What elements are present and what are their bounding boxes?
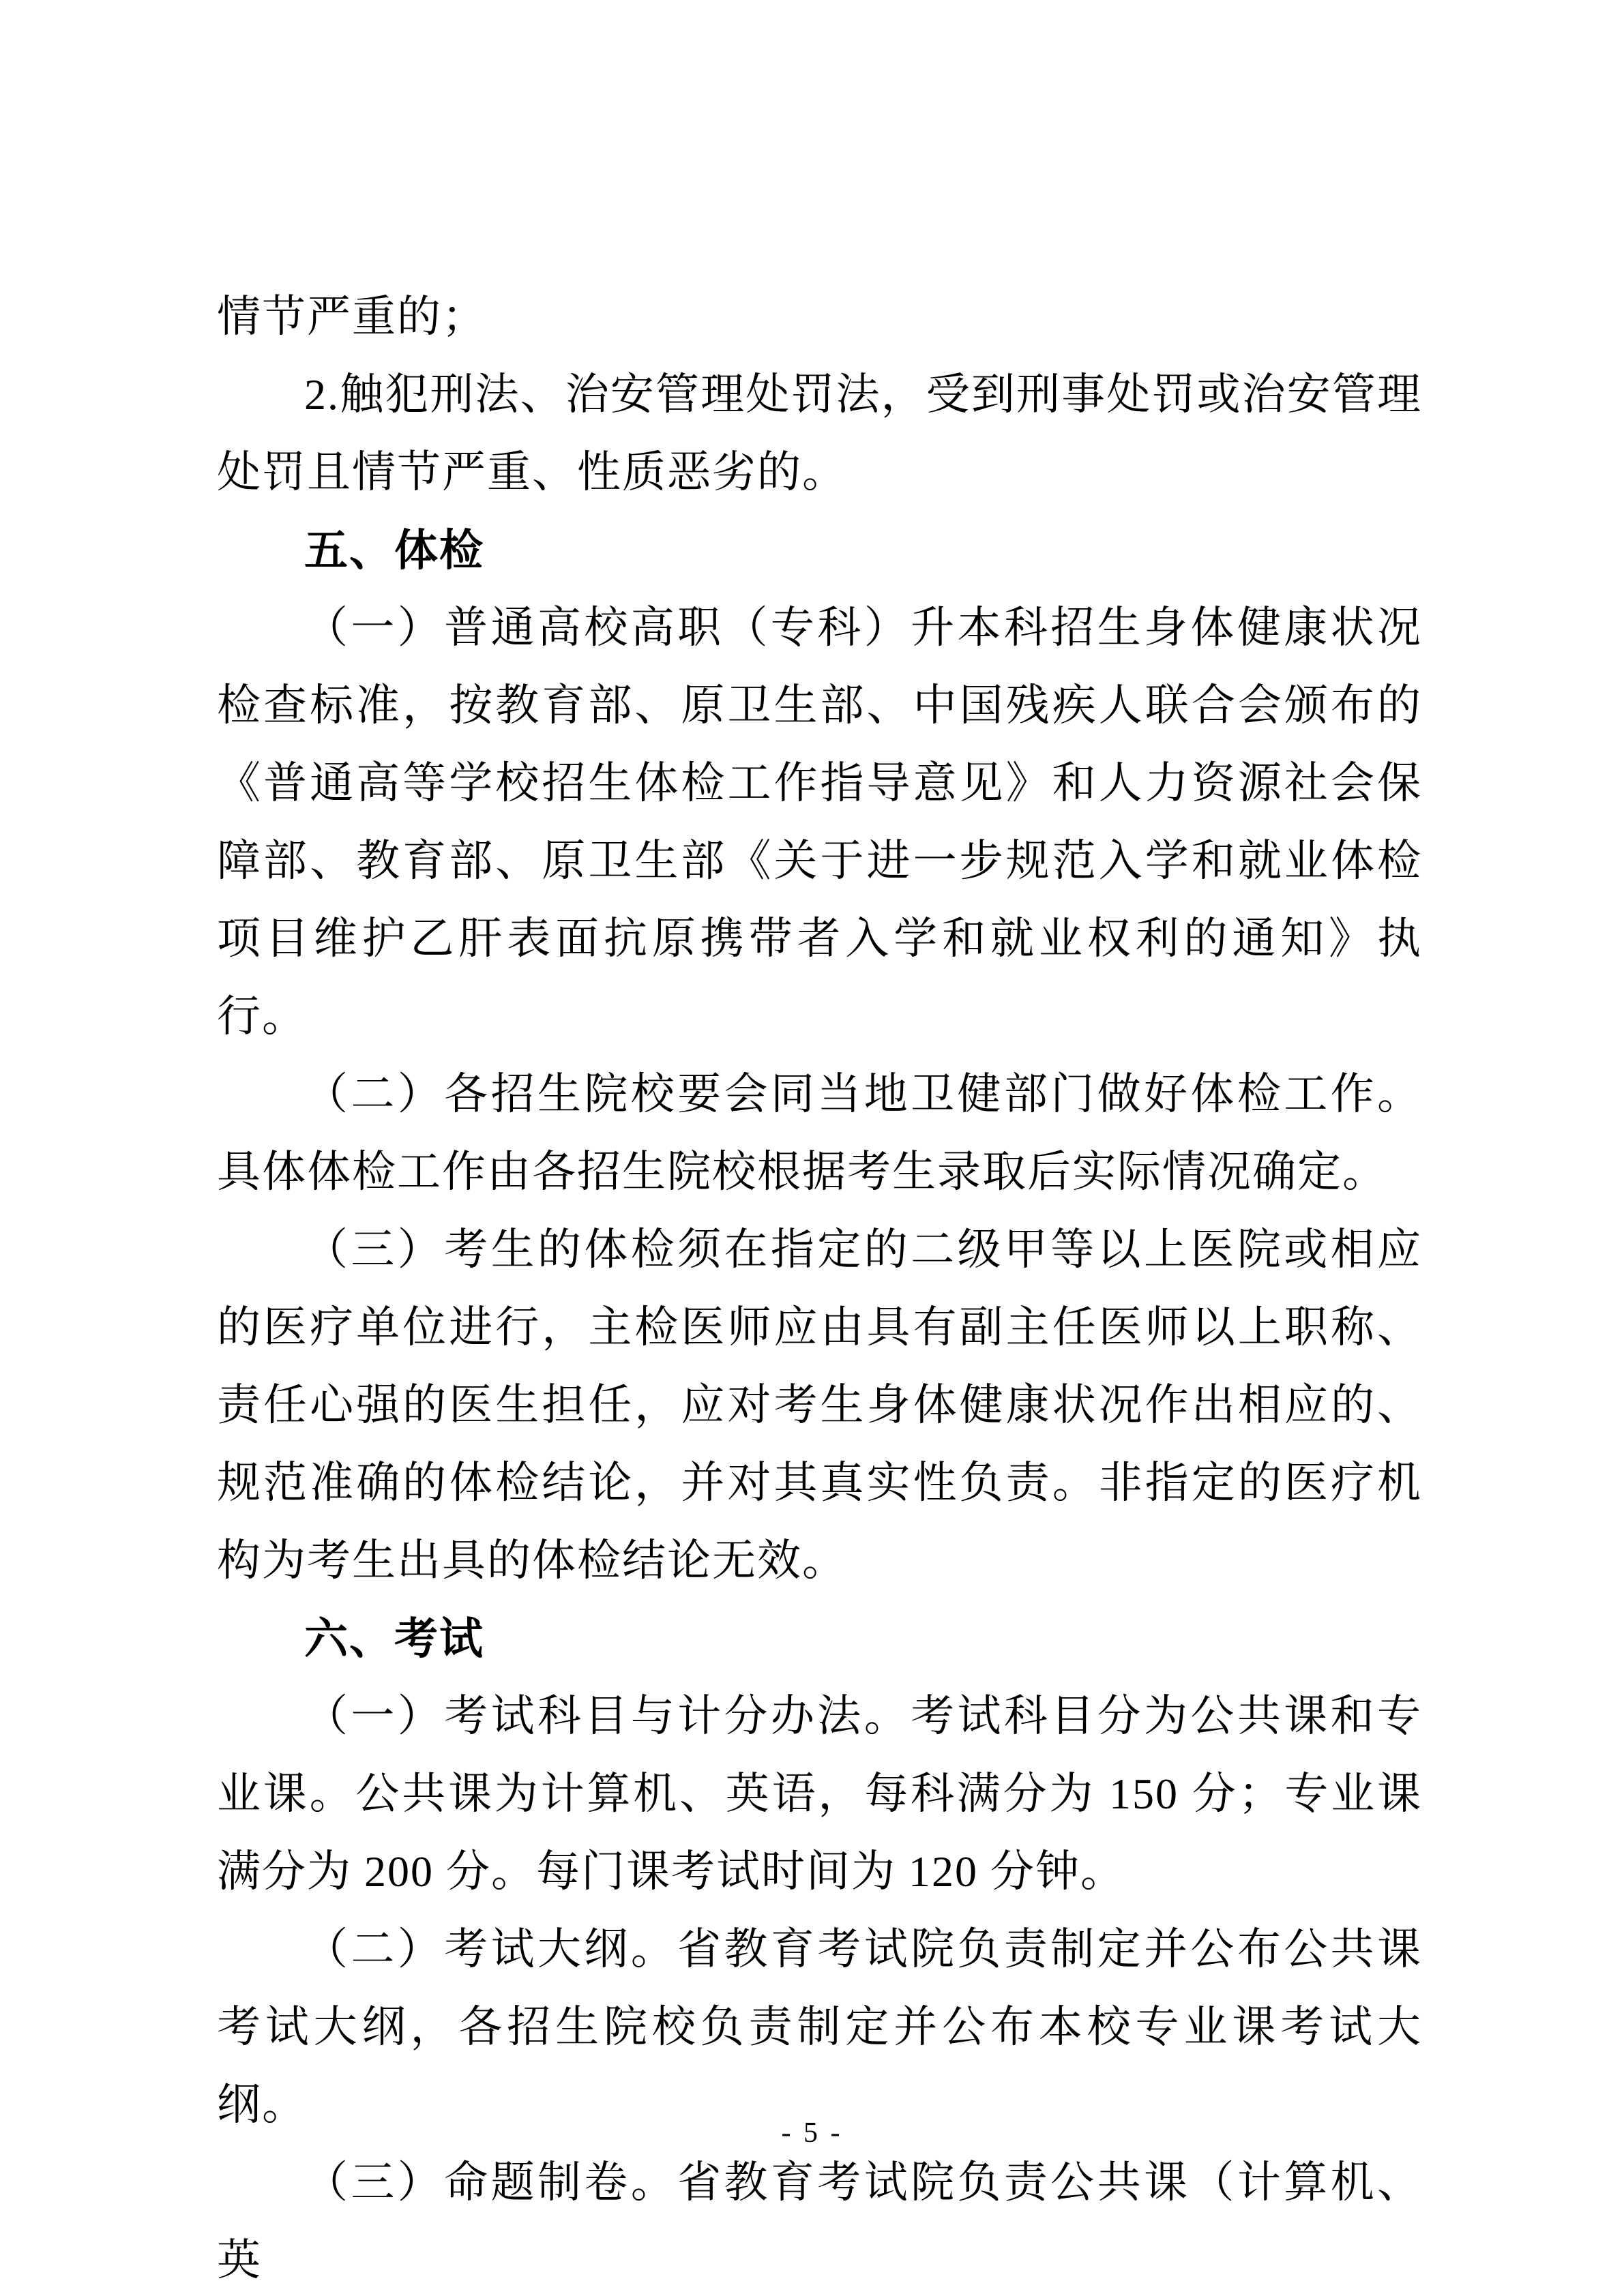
section-heading: 六、考试: [304, 1614, 484, 1663]
document-body: [217, 278, 1422, 2296]
paragraph: 情节严重的；: [217, 293, 487, 341]
paragraph: （二）考试大纲。省教育考试院负责制定并公布公共课考试大纲，各招生院校负责制定并公布本校专业课考试大纲。: [217, 1925, 1422, 2129]
paragraph: （一）考试科目与计分办法。考试科目分为公共课和专业课。公共课为计算机、英语，每科满分为 150 分；专业课满分为 200 分。每门课考试时间为 120 分钟。: [217, 1692, 1422, 1896]
paragraph: （三）命题制卷。省教育考试院负责公共课（计算机、英: [217, 2158, 1422, 2284]
section-heading: 五、体检: [304, 526, 484, 575]
paragraph: （一）普通高校高职（专科）升本科招生身体健康状况检查标准，按教育部、原卫生部、中国残疾人联合会颁布的《普通高等学校招生体检工作指导意见》和人力资源社会保障部、教育部、原卫生部《关于进一步规范入学和就业体检项目维护乙肝表面抗原携带者入学和就业权利的通知》执行。: [217, 603, 1422, 1041]
paragraph: 2.触犯刑法、治安管理处罚法，受到刑事处罚或治安管理处罚且情节严重、性质恶劣的。: [217, 370, 1422, 496]
paragraph: （二）各招生院校要会同当地卫健部门做好体检工作。具体体检工作由各招生院校根据考生录取后实际情况确定。: [217, 1070, 1422, 1196]
paragraph: （三）考生的体检须在指定的二级甲等以上医院或相应的医疗单位进行，主检医师应由具有副主任医师以上职称、责任心强的医生担任，应对考生身体健康状况作出相应的、规范准确的体检结论，并对其真实性负责。非指定的医疗机构为考生出具的体检结论无效。: [217, 1225, 1422, 1585]
page-number: - 5 -: [781, 2117, 843, 2149]
